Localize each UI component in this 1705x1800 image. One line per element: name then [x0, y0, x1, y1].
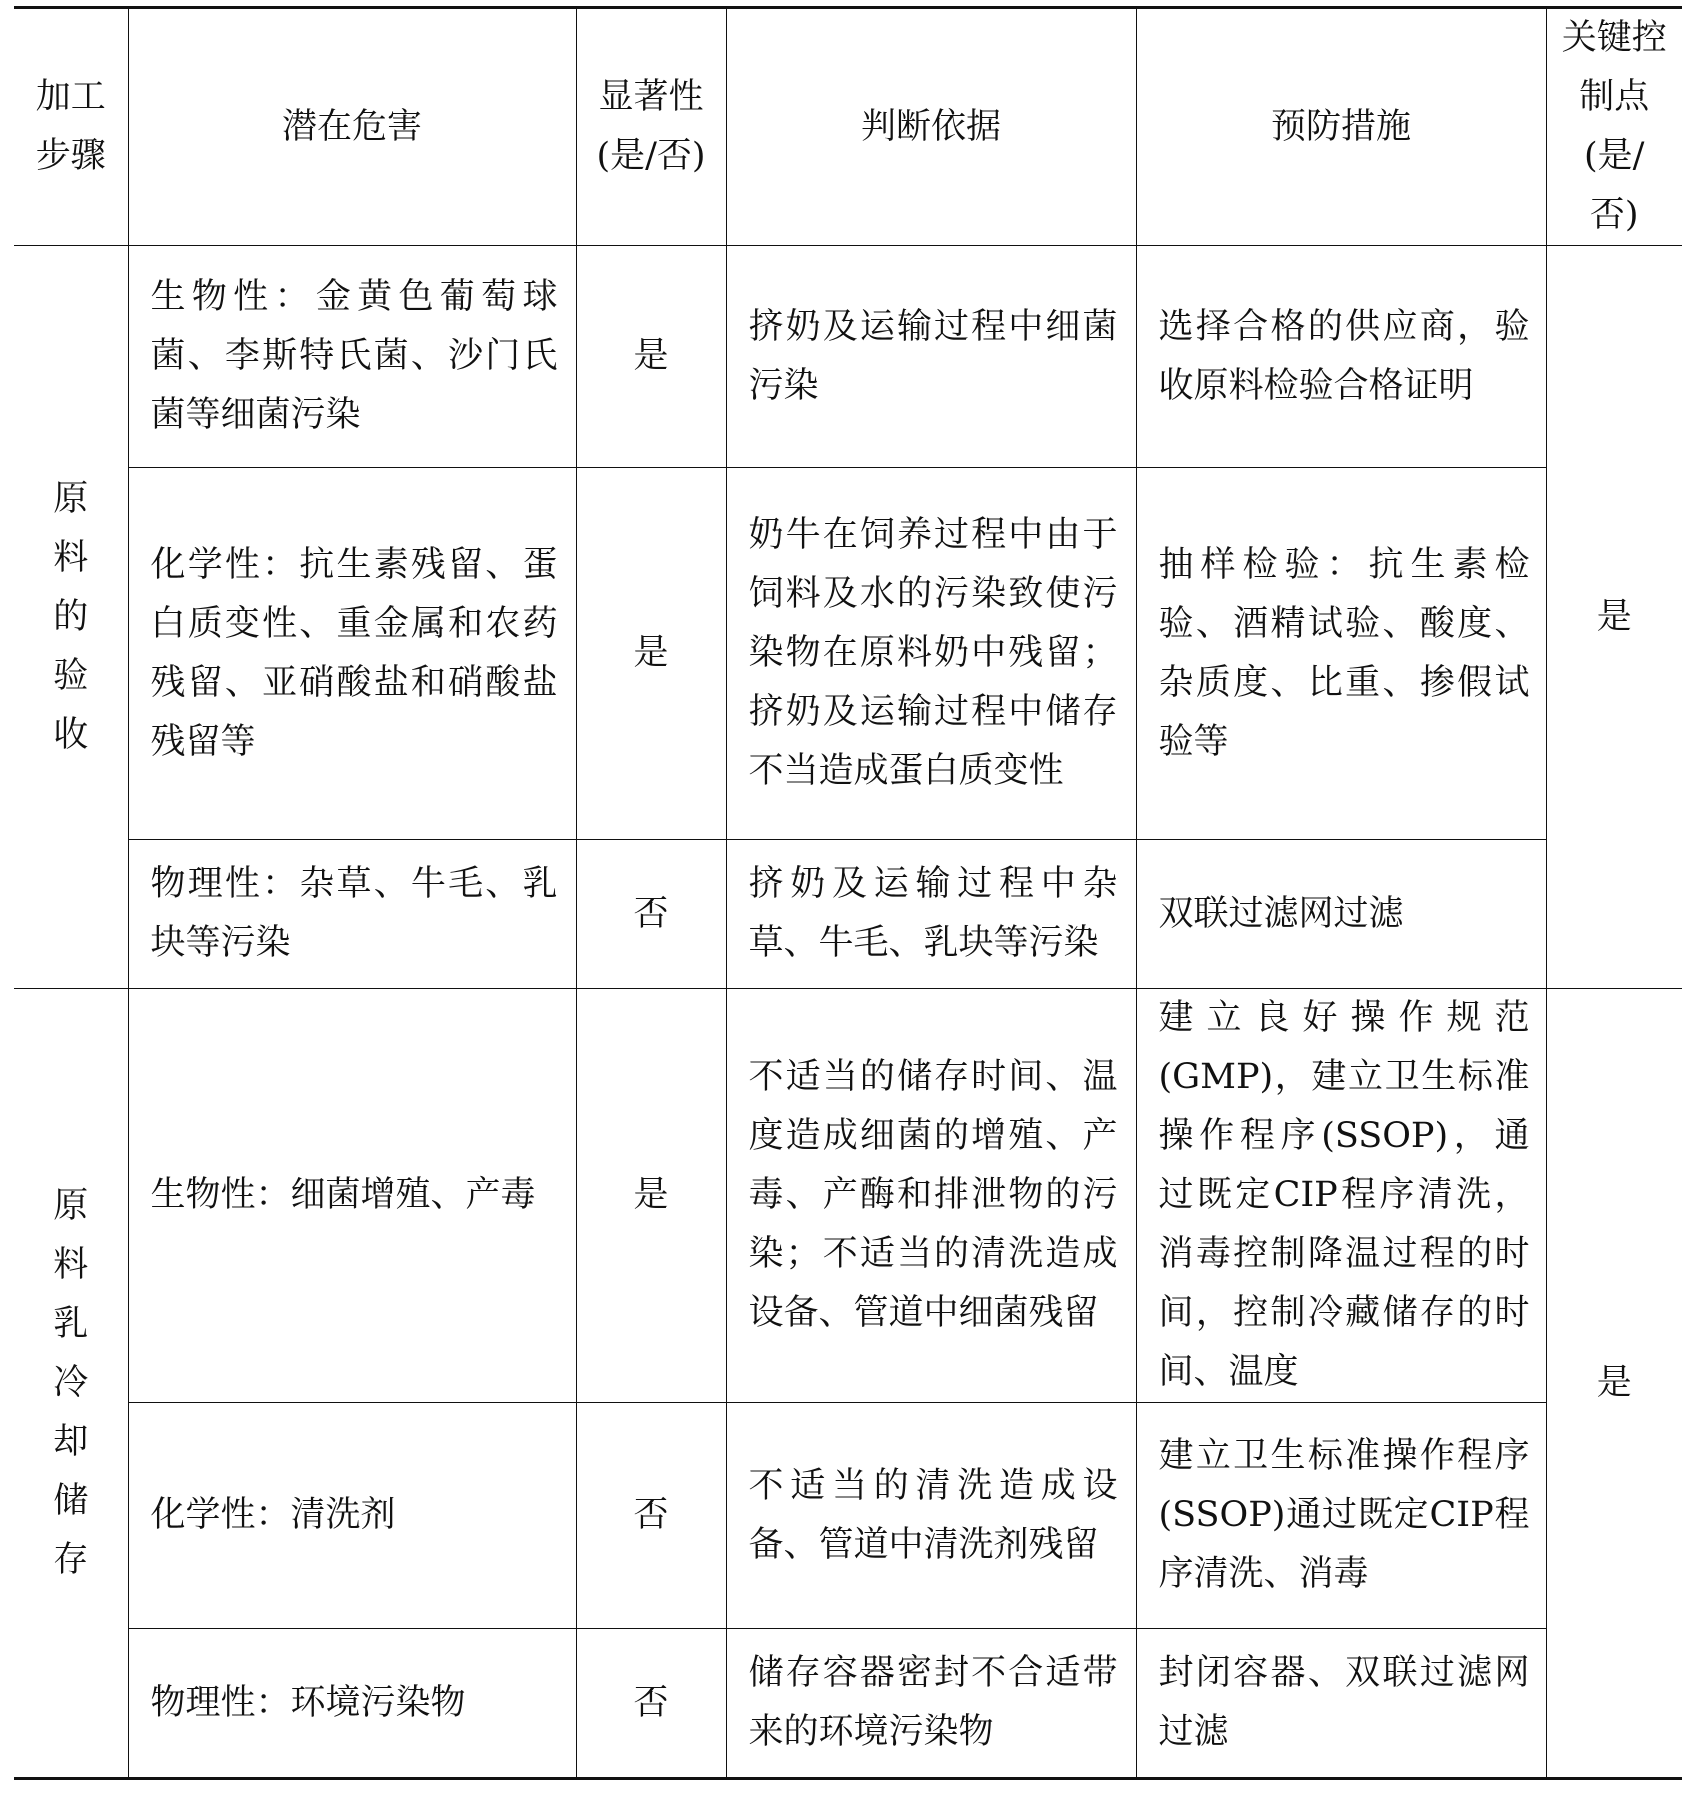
hazard-cell: 物理性：环境污染物: [128, 1629, 576, 1779]
table-row: [14, 1403, 1682, 1629]
header-processing-step: 加工步骤: [14, 8, 128, 246]
prevention-cell: 建立卫生标准操作程序(SSOP)通过既定CIP程序清洗、消毒: [1136, 1403, 1546, 1629]
header-row: [14, 8, 1682, 246]
significance-cell: 否: [576, 1629, 726, 1779]
prevention-cell: 选择合格的供应商，验收原料检验合格证明: [1136, 246, 1546, 468]
basis-cell: 奶牛在饲养过程中由于饲料及水的污染致使污染物在原料奶中残留；挤奶及运输过程中储存不当造成蛋白质变性: [726, 468, 1136, 840]
table-row: [14, 468, 1682, 840]
haccp-hazard-analysis-table: [14, 6, 1682, 1780]
hazard-cell: 生物性：金黄色葡萄球菌、李斯特氏菌、沙门氏菌等细菌污染: [128, 246, 576, 468]
table-row: [14, 989, 1682, 1403]
step-cell-raw-milk-cooling-storage: 原料乳冷却储存: [14, 989, 128, 1779]
header-judgment-basis: 判断依据: [726, 8, 1136, 246]
table-row: [14, 1629, 1682, 1779]
header-potential-hazard: 潜在危害: [128, 8, 576, 246]
header-preventive-measures: 预防措施: [1136, 8, 1546, 246]
prevention-cell: 建立良好操作规范(GMP)，建立卫生标准操作程序(SSOP)，通过既定CIP程序清洗，消毒控制降温过程的时间，控制冷藏储存的时间、温度: [1136, 989, 1546, 1403]
ccp-cell: 是: [1546, 246, 1682, 989]
header-critical-control-point: 关键控制点(是/否): [1546, 8, 1682, 246]
header-significance: 显著性(是/否): [576, 8, 726, 246]
table-row: [14, 840, 1682, 989]
significance-cell: 是: [576, 468, 726, 840]
table-row: [14, 246, 1682, 468]
significance-cell: 否: [576, 840, 726, 989]
step-cell-raw-material-acceptance: 原料的验收: [14, 246, 128, 989]
significance-cell: 是: [576, 246, 726, 468]
significance-cell: 是: [576, 989, 726, 1403]
basis-cell: 储存容器密封不合适带来的环境污染物: [726, 1629, 1136, 1779]
prevention-cell: 抽样检验：抗生素检验、酒精试验、酸度、杂质度、比重、掺假试验等: [1136, 468, 1546, 840]
basis-cell: 挤奶及运输过程中杂草、牛毛、乳块等污染: [726, 840, 1136, 989]
basis-cell: 不适当的清洗造成设备、管道中清洗剂残留: [726, 1403, 1136, 1629]
basis-cell: 不适当的储存时间、温度造成细菌的增殖、产毒、产酶和排泄物的污染；不适当的清洗造成设备、管道中细菌残留: [726, 989, 1136, 1403]
significance-cell: 否: [576, 1403, 726, 1629]
prevention-cell: 封闭容器、双联过滤网过滤: [1136, 1629, 1546, 1779]
basis-cell: 挤奶及运输过程中细菌污染: [726, 246, 1136, 468]
hazard-cell: 生物性：细菌增殖、产毒: [128, 989, 576, 1403]
hazard-cell: 化学性：清洗剂: [128, 1403, 576, 1629]
hazard-cell: 化学性：抗生素残留、蛋白质变性、重金属和农药残留、亚硝酸盐和硝酸盐残留等: [128, 468, 576, 840]
prevention-cell: 双联过滤网过滤: [1136, 840, 1546, 989]
document: [14, 6, 1682, 1780]
ccp-cell: 是: [1546, 989, 1682, 1779]
hazard-cell: 物理性：杂草、牛毛、乳块等污染: [128, 840, 576, 989]
